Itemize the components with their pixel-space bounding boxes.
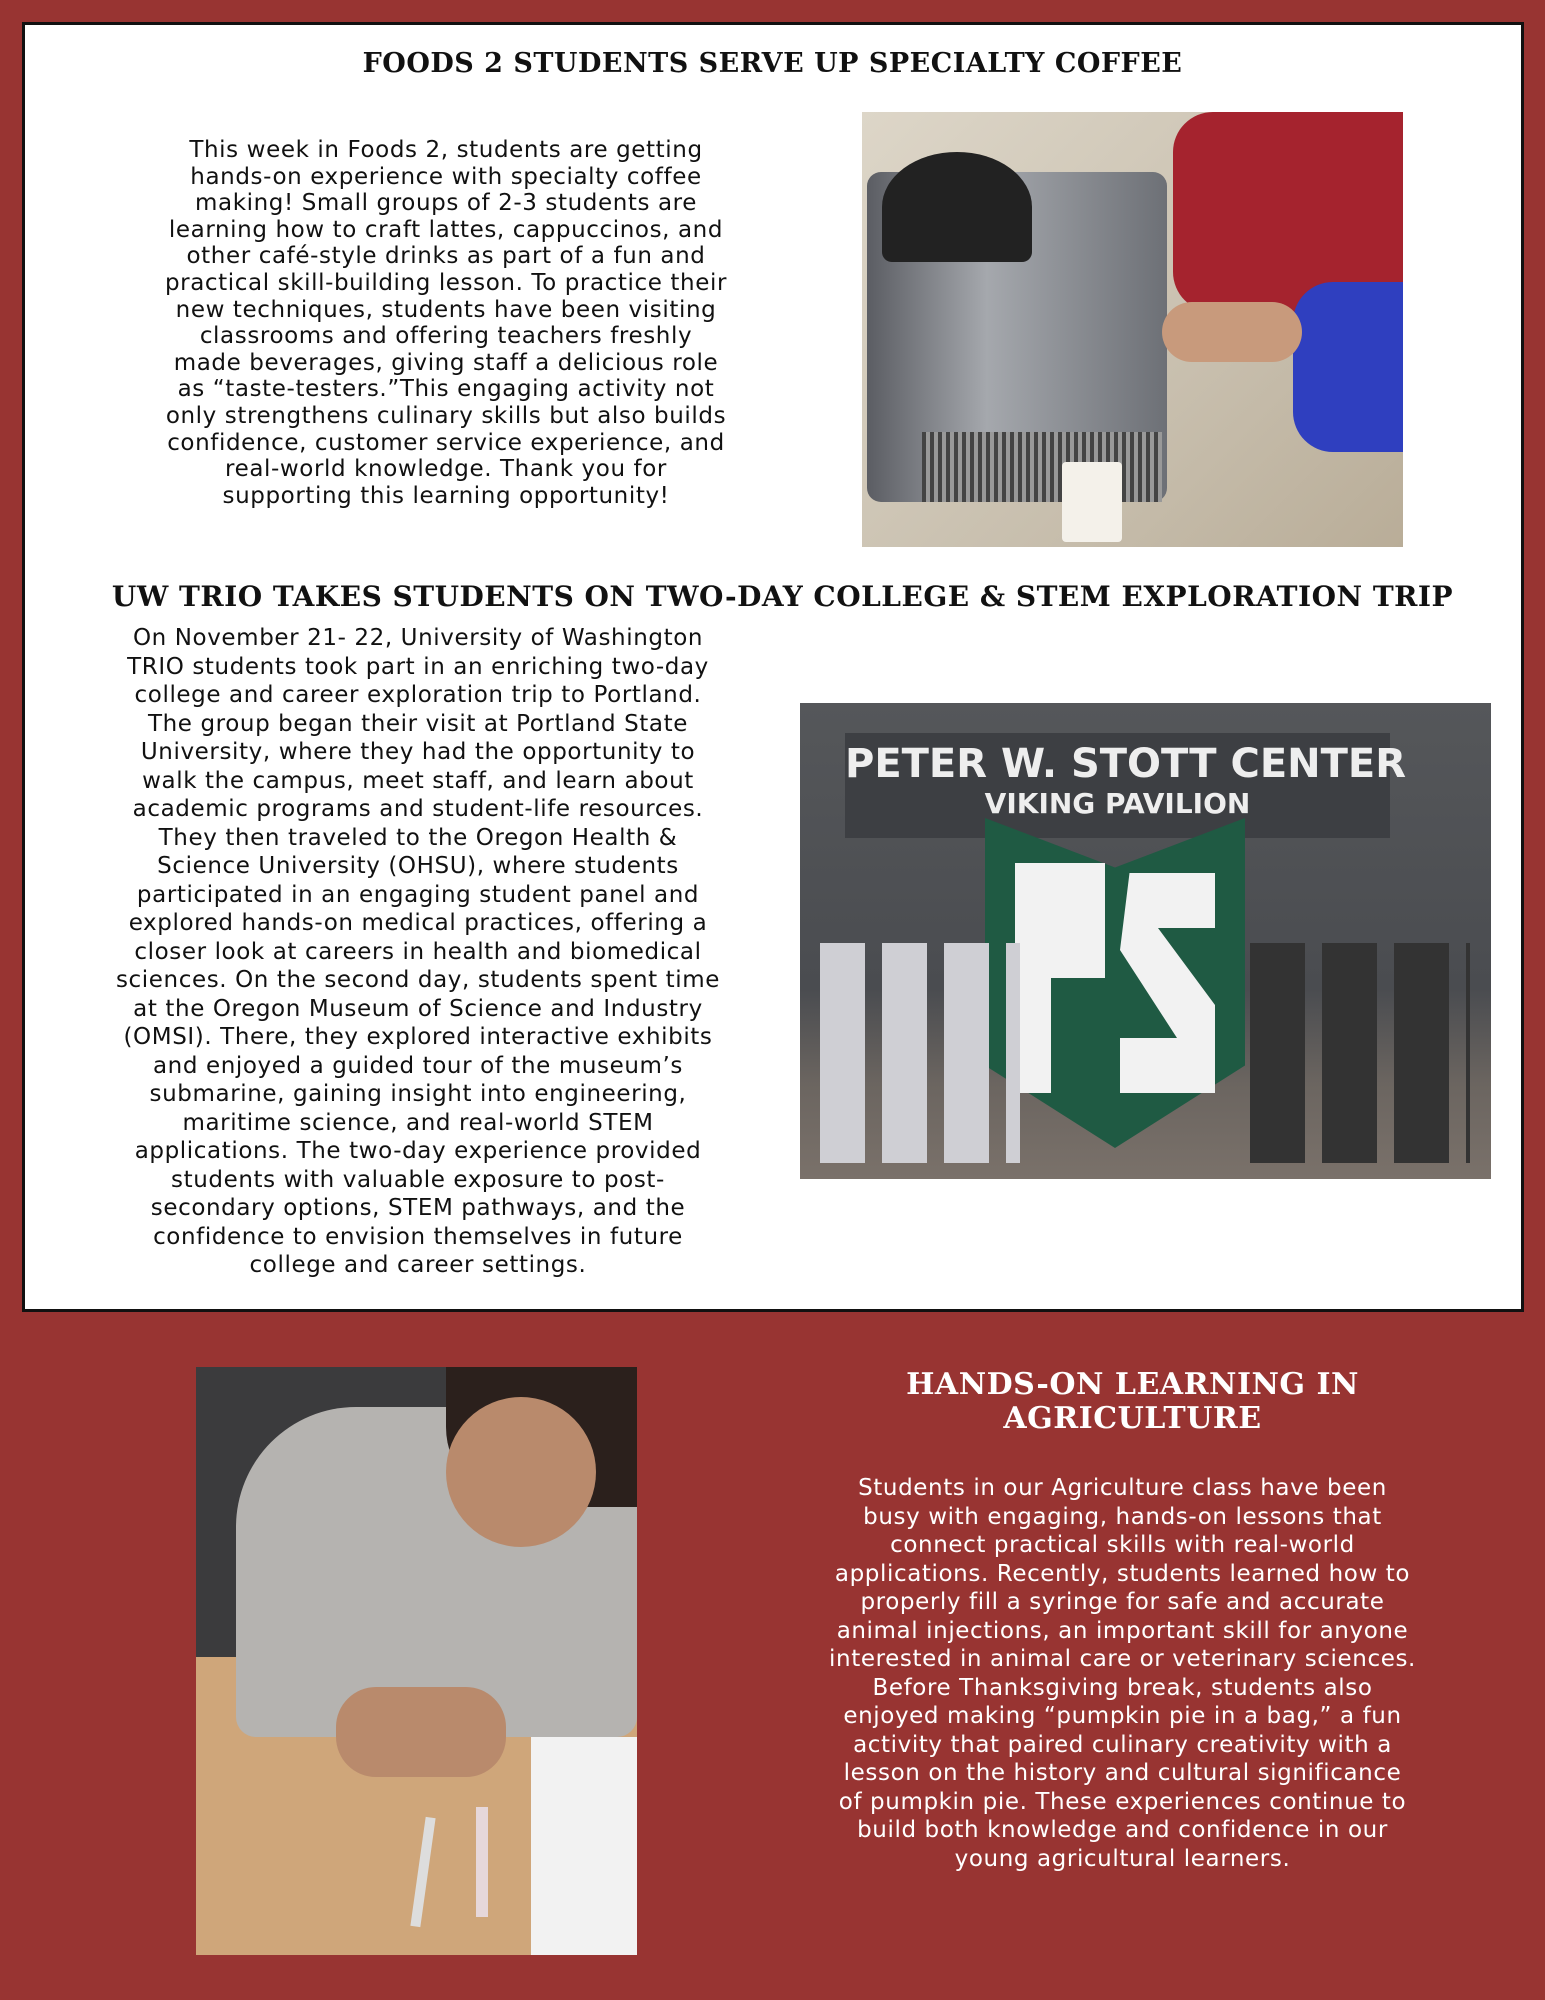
paragraph-line: explored hands-on medical practices, offering a bbox=[128, 910, 708, 936]
paragraph-line: On November 21- 22, University of Washington bbox=[132, 625, 704, 651]
paragraph-line: applications. Recently, students learned how to bbox=[834, 1560, 1411, 1587]
paragraph-line: of pumpkin pie. These experiences continue to bbox=[838, 1788, 1407, 1815]
trio-paragraph bbox=[40, 624, 796, 1280]
paragraph-line: young agricultural learners. bbox=[954, 1845, 1291, 1872]
foods-paragraph bbox=[96, 137, 796, 509]
paragraph-line: animal injections, an important skill for anyone bbox=[836, 1617, 1409, 1644]
paragraph-line: sciences. On the second day, students spent time bbox=[115, 967, 721, 993]
paragraph-line: other café-style drinks as part of a fun and bbox=[186, 243, 706, 270]
paragraph-line: connect practical skills with real-world bbox=[890, 1532, 1355, 1558]
paragraph-line: activity that paired culinary creativity with a bbox=[853, 1731, 1392, 1758]
paragraph-line: learning how to craft lattes, cappuccinos, and bbox=[168, 216, 724, 243]
paragraph-line: Before Thanksgiving break, students also bbox=[872, 1674, 1373, 1701]
agriculture-title-line: AGRICULTURE bbox=[1003, 1401, 1262, 1436]
foods-title: FOODS 2 STUDENTS SERVE UP SPECIALTY COFFEE bbox=[362, 48, 1183, 79]
paragraph-line: walk the campus, meet staff, and learn about bbox=[142, 767, 694, 794]
agriculture-title bbox=[870, 1368, 1395, 1436]
paragraph-line: students with valuable exposure to post- bbox=[171, 1166, 665, 1193]
paragraph-line: busy with engaging, hands-on lessons that bbox=[863, 1503, 1382, 1530]
stott-center-photo bbox=[800, 703, 1491, 1179]
paragraph-line: confidence, customer service experience, and bbox=[167, 429, 725, 456]
paragraph-line: and enjoyed a guided tour of the museum’s bbox=[152, 1052, 684, 1079]
paragraph-line: making! Small groups of 2-3 students are bbox=[195, 190, 697, 217]
paragraph-line: secondary options, STEM pathways, and the bbox=[150, 1195, 686, 1221]
sign-line-2: VIKING PAVILION bbox=[984, 787, 1251, 820]
paragraph-line: classrooms and offering teachers freshly bbox=[199, 323, 693, 350]
paragraph-line: submarine, gaining insight into engineering, bbox=[149, 1081, 687, 1107]
agriculture-syringe-photo bbox=[196, 1367, 637, 1955]
agriculture-title-line: HANDS-ON LEARNING IN bbox=[906, 1367, 1359, 1402]
coffee-machine-photo bbox=[862, 112, 1403, 547]
paragraph-line: maritime science, and real-world STEM bbox=[182, 1109, 654, 1136]
paragraph-line: new techniques, students have been visiting bbox=[175, 296, 717, 323]
paragraph-line: TRIO students took part in an enriching two-day bbox=[127, 653, 709, 680]
paragraph-line: real-world knowledge. Thank you for bbox=[225, 456, 667, 483]
trio-title: UW TRIO TAKES STUDENTS ON TWO-DAY COLLEGE & STEM EXPLORATION TRIP bbox=[111, 580, 1454, 613]
paragraph-line: as “taste-testers.”This engaging activity not bbox=[177, 376, 715, 403]
paragraph-line: supporting this learning opportunity! bbox=[222, 482, 670, 509]
paragraph-line: hands-on experience with specialty coffee bbox=[190, 163, 702, 190]
sign-line-1: PETER W. STOTT CENTER bbox=[845, 741, 1407, 787]
agriculture-paragraph bbox=[760, 1474, 1485, 1873]
paragraph-line: interested in animal care or veterinary sciences. bbox=[829, 1646, 1416, 1672]
paragraph-line: (OMSI). There, they explored interactive exhibits bbox=[123, 1024, 713, 1050]
paragraph-line: participated in an engaging student panel and bbox=[136, 881, 700, 908]
paragraph-line: made beverages, giving staff a delicious role bbox=[173, 349, 719, 376]
paragraph-line: build both knowledge and confidence in our bbox=[857, 1817, 1388, 1843]
paragraph-line: college and career exploration trip to Portland. bbox=[134, 682, 702, 708]
paragraph-line: lesson on the history and cultural significance bbox=[843, 1760, 1402, 1786]
paragraph-line: Students in our Agriculture class have been bbox=[858, 1475, 1387, 1501]
paragraph-line: only strengthens culinary skills but also builds bbox=[165, 402, 727, 429]
paragraph-line: closer look at careers in health and biomedical bbox=[134, 938, 702, 965]
paragraph-line: properly fill a syringe for safe and accurate bbox=[860, 1589, 1385, 1615]
paragraph-line: The group began their visit at Portland State bbox=[147, 710, 688, 737]
paragraph-line: enjoyed making “pumpkin pie in a bag,” a fun bbox=[843, 1703, 1402, 1729]
paragraph-line: They then traveled to the Oregon Health & bbox=[158, 824, 678, 851]
paragraph-line: confidence to envision themselves in future bbox=[153, 1223, 683, 1250]
paragraph-line: at the Oregon Museum of Science and Industry bbox=[133, 995, 703, 1022]
paragraph-line: practical skill-building lesson. To practice their bbox=[164, 269, 728, 296]
paragraph-line: academic programs and student-life resources. bbox=[132, 796, 704, 822]
paragraph-line: University, where they had the opportunity to bbox=[140, 739, 696, 765]
paragraph-line: college and career settings. bbox=[249, 1252, 587, 1278]
paragraph-line: Science University (OHSU), where students bbox=[157, 853, 679, 879]
paragraph-line: This week in Foods 2, students are getting bbox=[189, 137, 703, 163]
paragraph-line: applications. The two-day experience provided bbox=[134, 1138, 702, 1164]
